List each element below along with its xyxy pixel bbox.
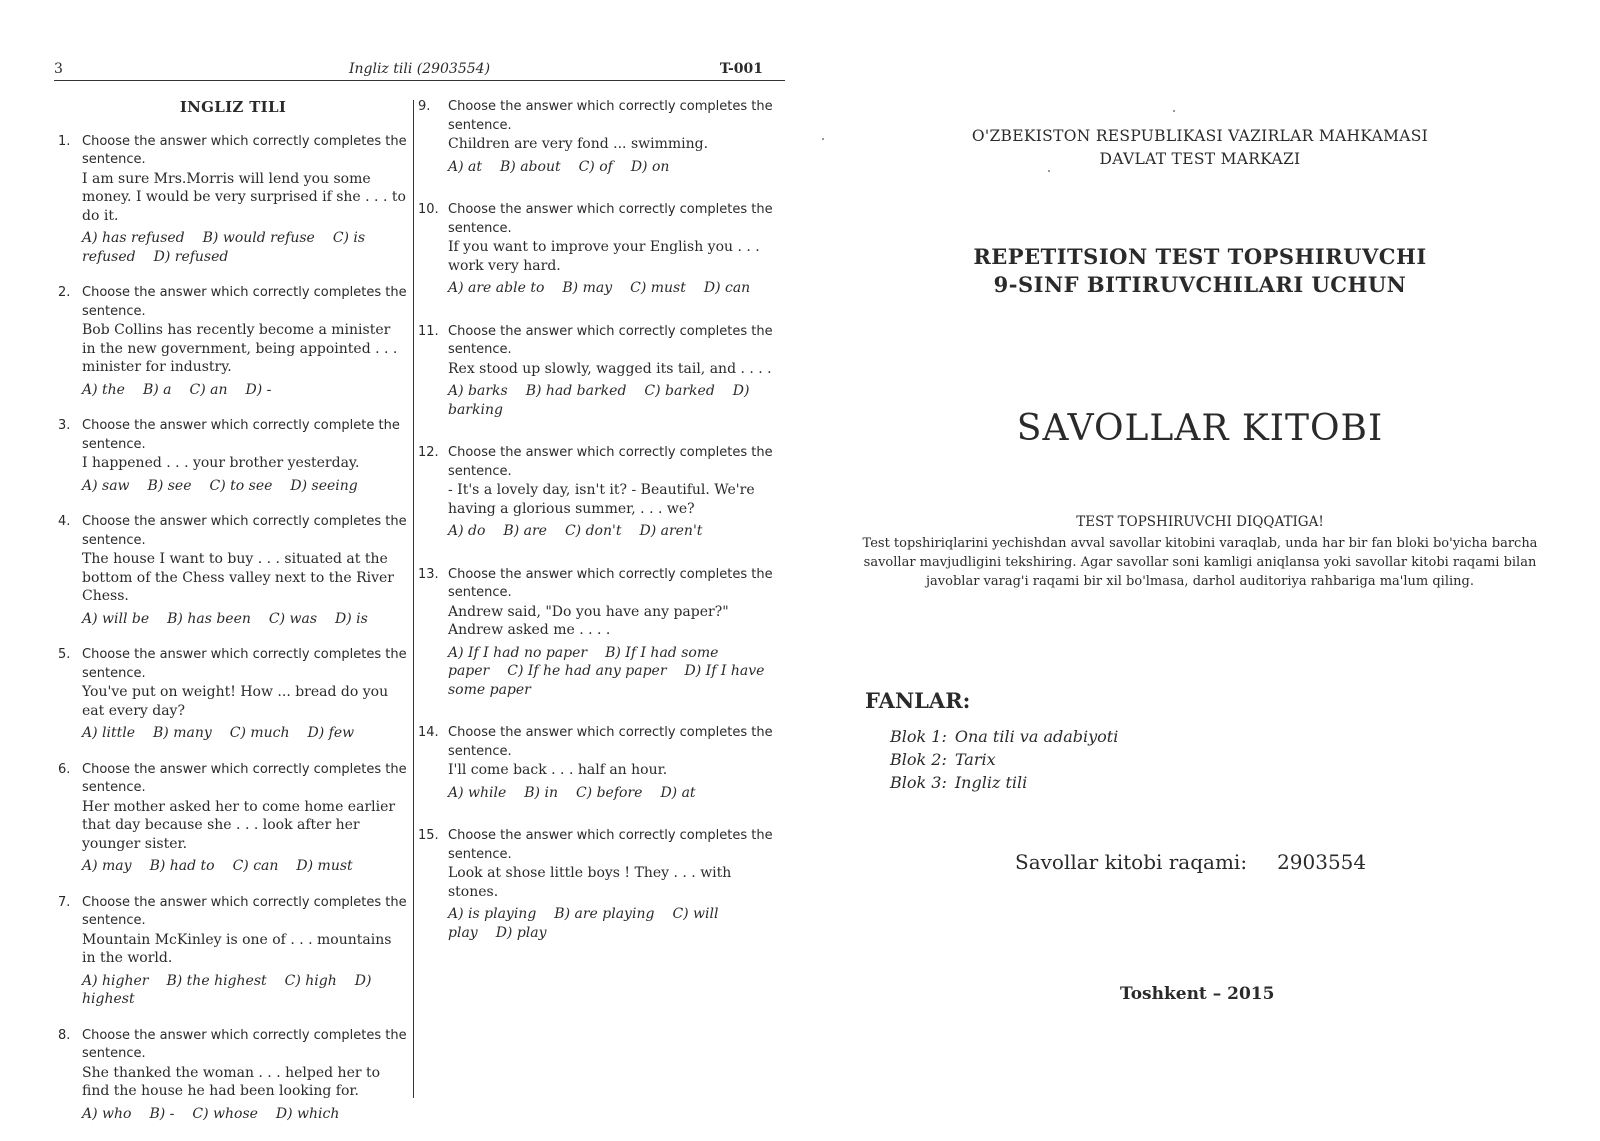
answer-option: A) are able to (448, 280, 545, 296)
question-instruction: Choose the answer which correctly complete the sentence. (82, 418, 400, 452)
cover-title-line-1: REPETITSION TEST TOPSHIRUVCHI (973, 244, 1427, 269)
answer-option: B) are (503, 523, 547, 539)
answer-option: D) can (703, 280, 751, 296)
answer-option: B) - (149, 1105, 175, 1122)
answer-option: B) many (153, 725, 212, 741)
question-item (418, 724, 778, 802)
questions-column-right (418, 98, 778, 967)
question-text: Andrew said, "Do you have any paper?" Andrew asked me . . . . (448, 603, 729, 638)
answer-option: C) high (284, 972, 337, 989)
answer-option: A) while (448, 784, 507, 801)
notice-block (845, 513, 1555, 591)
question-text: Look at shose little boys ! They . . . with stones. (448, 865, 732, 900)
question-instruction: Choose the answer which correctly completes the sentence. (448, 828, 773, 862)
answer-options (448, 784, 778, 803)
book-number: 2903554 (1277, 850, 1367, 874)
answer-option: D) aren't (639, 523, 703, 539)
answer-options (448, 158, 778, 177)
cover-title (845, 243, 1555, 299)
block-label: Blok 3: (890, 773, 947, 792)
answer-option: C) before (575, 784, 643, 801)
question-item (418, 827, 778, 942)
question-number: 4. (58, 514, 71, 529)
question-number: 1. (58, 133, 71, 149)
question-text: Children are very fond ... swimming. (448, 136, 709, 152)
question-item (58, 284, 408, 399)
answer-option: D) which (275, 1105, 340, 1122)
answer-option: C) barked (644, 383, 715, 399)
answer-option: A) may (82, 858, 132, 874)
answer-options (448, 905, 778, 942)
notice-title: TEST TOPSHIRUVCHI DIQQATIGA! (1076, 514, 1324, 530)
city-year: Toshkent – 2015 (1120, 984, 1275, 1004)
answer-option: B) may (562, 280, 613, 296)
cover-title-line-2: 9-SINF BITIRUVCHILARI UCHUN (993, 272, 1407, 297)
answer-option: A) little (82, 725, 135, 741)
question-item (58, 417, 408, 495)
answer-option: C) of (578, 158, 613, 175)
question-text: The house I want to buy . . . situated at the bottom of the Chess valley next to the River Chess. (82, 551, 394, 604)
answer-options (448, 522, 778, 541)
answer-option: C) don't (564, 523, 622, 539)
book-title: SAVOLLAR KITOBI (1016, 408, 1384, 449)
question-item (418, 444, 778, 541)
questions-column-left (58, 98, 408, 1141)
question-instruction: Choose the answer which correctly completes the sentence. (82, 514, 407, 548)
answer-option: D) seeing (290, 477, 358, 494)
answer-option: A) is playing (448, 906, 537, 922)
question-number: 7. (58, 894, 71, 910)
question-number: 10. (418, 202, 439, 217)
question-instruction: Choose the answer which correctly completes the sentence. (82, 894, 407, 928)
answer-option: D) at (660, 784, 696, 801)
answer-options (82, 724, 408, 743)
answer-option: B) in (524, 784, 558, 801)
question-instruction: Choose the answer which correctly completes the sentence. (82, 1027, 407, 1061)
column-divider (413, 100, 414, 1098)
block-name: Tarix (954, 750, 996, 769)
answer-option: B) a (142, 381, 172, 398)
question-item (418, 323, 778, 420)
ministry-line-2: DAVLAT TEST MARKAZI (1099, 150, 1301, 168)
question-number: 3. (58, 418, 71, 433)
answer-options (82, 381, 408, 400)
answer-option: A) higher (82, 972, 149, 989)
answer-option: A) If I had no paper (448, 644, 588, 661)
question-text: She thanked the woman . . . helped her to find the house he had been looking for. (82, 1064, 381, 1099)
answer-option: D) - (245, 381, 272, 398)
answer-options (82, 477, 408, 496)
question-number: 11. (418, 323, 439, 339)
question-text: Mountain McKinley is one of . . . mountains in the world. (82, 931, 392, 966)
answer-options (82, 229, 408, 266)
answer-option: D) must (296, 858, 353, 874)
question-item (418, 566, 778, 700)
subject-title: INGLIZ TILI (179, 98, 287, 116)
question-text: I'll come back . . . half an hour. (448, 762, 668, 778)
answer-option: B) would refuse (202, 230, 315, 246)
answer-option: D) If I have some paper (448, 663, 765, 698)
answer-option: A) do (448, 523, 486, 539)
question-item (58, 646, 408, 743)
subject-blocks-list (890, 725, 1118, 794)
answer-option: D) is (335, 610, 368, 627)
question-instruction: Choose the answer which correctly completes the sentence. (82, 133, 407, 167)
question-item (58, 1027, 408, 1124)
block-item (890, 725, 1118, 748)
scan-speck (1048, 170, 1050, 172)
question-text: I am sure Mrs.Morris will lend you some money. I would be very surprised if she . . . to do it. (82, 170, 406, 224)
answer-options (448, 279, 778, 298)
question-number: 9. (418, 99, 431, 114)
answer-option: A) has refused (82, 230, 185, 246)
answer-options (82, 1105, 408, 1124)
answer-options (82, 972, 408, 1009)
answer-option: D) play (495, 924, 547, 941)
block-label: Blok 2: (890, 750, 947, 769)
question-instruction: Choose the answer which correctly completes the sentence. (448, 566, 773, 600)
ministry-heading (845, 125, 1555, 171)
question-instruction: Choose the answer which correctly completes the sentence. (448, 99, 773, 133)
notice-text: Test topshiriqlarini yechishdan avval savollar kitobini varaqlab, unda har bir fan bloki bo'yicha barcha savollar mavjudligini tekshiring. Agar savollar soni kamligi aniqlansa yoki savollar kitobi raqami bilan javoblar varag'i raqami bir xil bo'lmasa, darhol auditoriya rahbariga ma'lum qiling. (862, 536, 1538, 589)
question-instruction: Choose the answer which correctly completes the sentence. (82, 285, 407, 319)
answer-option: C) must (630, 280, 686, 296)
answer-option: B) had barked (525, 383, 627, 399)
question-instruction: Choose the answer which correctly completes the sentence. (448, 202, 773, 236)
block-name: Ona tili va adabiyoti (954, 727, 1119, 746)
question-text: Bob Collins has recently become a minister in the new government, being appointed . . . minister for industry. (82, 322, 398, 375)
answer-option: A) will be (82, 610, 150, 627)
answer-option: C) is refused (82, 230, 366, 265)
answer-option: B) had to (149, 858, 215, 874)
question-number: 12. (418, 445, 439, 460)
question-instruction: Choose the answer which correctly completes the sentence. (448, 445, 773, 479)
answer-option: B) see (147, 477, 192, 494)
scan-speck (1173, 110, 1175, 112)
question-text: I happened . . . your brother yesterday. (82, 455, 360, 471)
question-item (418, 201, 778, 298)
answer-option: B) the highest (166, 972, 267, 989)
question-text: You've put on weight! How ... bread do you eat every day? (82, 684, 389, 719)
answer-options (82, 857, 408, 876)
answer-option: D) few (307, 725, 355, 741)
answer-option: A) at (448, 158, 482, 175)
answer-option: A) the (82, 381, 125, 398)
answer-option: B) are playing (554, 906, 655, 922)
question-text: If you want to improve your English you . . . work very hard. (448, 239, 760, 274)
block-name: Ingliz tili (954, 773, 1028, 792)
answer-option: C) will play (448, 906, 719, 941)
question-number: 6. (58, 761, 71, 777)
answer-option: A) barks (448, 383, 508, 399)
subjects-heading: FANLAR: (865, 688, 971, 713)
variant-code: T-001 (719, 61, 763, 77)
question-item (58, 133, 408, 267)
header-subject-code: Ingliz tili (2903554) (348, 61, 491, 77)
answer-option: B) If I had some paper (448, 644, 719, 679)
question-instruction: Choose the answer which correctly completes the sentence. (448, 725, 773, 759)
book-number-line (1015, 850, 1366, 874)
answer-option: B) has been (167, 610, 251, 627)
question-text: - It's a lovely day, isn't it? - Beautiful. We're having a glorious summer, . . . we? (448, 482, 755, 517)
question-instruction: Choose the answer which correctly completes the sentence. (82, 647, 407, 681)
running-header (54, 60, 785, 81)
book-number-label: Savollar kitobi raqami: (1015, 850, 1248, 874)
question-number: 15. (418, 828, 439, 843)
question-text: Her mother asked her to come home earlier that day because she . . . look after her younger sister. (82, 798, 396, 852)
ministry-line-1: O'ZBEKISTON RESPUBLIKASI VAZIRLAR MAHKAMASI (971, 127, 1429, 145)
answer-option: A) saw (82, 477, 130, 494)
answer-options (82, 610, 408, 629)
question-item (418, 98, 778, 176)
question-instruction: Choose the answer which correctly completes the sentence. (448, 323, 773, 357)
question-number: 8. (58, 1027, 71, 1043)
block-item (890, 771, 1118, 794)
answer-option: C) an (189, 381, 228, 398)
block-item (890, 748, 1118, 771)
question-item (58, 513, 408, 628)
answer-option: C) If he had any paper (507, 663, 667, 679)
answer-option: D) on (630, 158, 670, 175)
answer-option: C) whose (192, 1105, 258, 1122)
answer-option: C) was (268, 610, 318, 627)
answer-option: B) about (500, 158, 561, 175)
answer-options (448, 644, 778, 700)
answer-option: A) who (82, 1105, 132, 1122)
block-label: Blok 1: (890, 727, 947, 746)
answer-option: D) barking (448, 383, 750, 418)
answer-option: C) can (232, 858, 279, 874)
question-number: 13. (418, 566, 439, 582)
question-text: Rex stood up slowly, wagged its tail, and . . . . (448, 360, 772, 377)
scan-speck (822, 138, 824, 140)
answer-options (448, 382, 778, 419)
page-number: 3 (54, 61, 63, 77)
question-item (58, 761, 408, 876)
answer-option: D) refused (153, 248, 229, 265)
question-number: 2. (58, 285, 71, 300)
question-item (58, 894, 408, 1009)
answer-option: D) highest (82, 972, 372, 1007)
answer-option: C) to see (209, 477, 273, 494)
question-instruction: Choose the answer which correctly completes the sentence. (82, 761, 407, 795)
question-number: 5. (58, 647, 71, 662)
answer-option: C) much (229, 725, 290, 741)
question-number: 14. (418, 725, 439, 740)
